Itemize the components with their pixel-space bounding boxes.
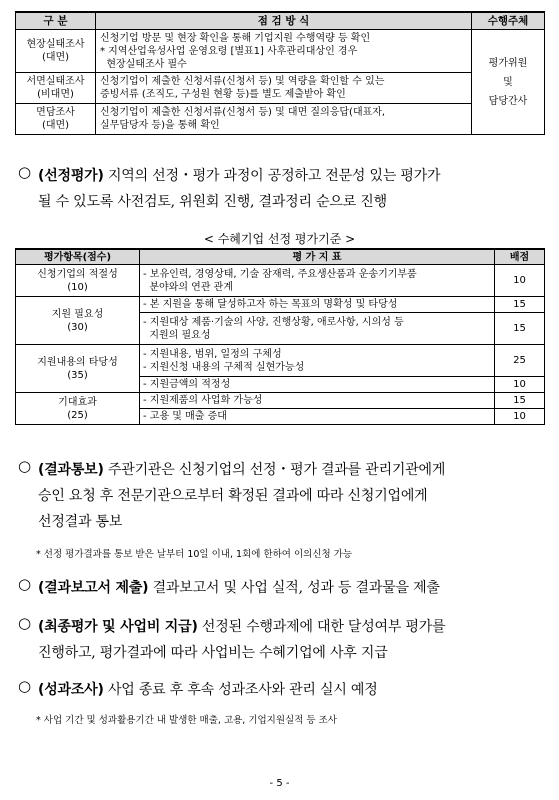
para-text: 지역의 선정・평가 과정이 공정하고 전문성 있는 평가가 될 수 있도록 사전검토, 위원회 진행, 결과정리 순으로 진행 [38, 168, 441, 210]
criteria-score: 25 [495, 345, 545, 377]
criteria-item: 지원 필요성 (30) [16, 297, 140, 345]
selection-paragraph [18, 163, 544, 215]
para-text: 사업 종료 후 후속 성과조사와 관리 실시 예정 [103, 682, 378, 698]
selection-criteria-table [15, 248, 545, 425]
circle-bullet-icon: ○ [18, 614, 32, 632]
header-method: 점 검 방 식 [96, 12, 472, 30]
para-text: 결과보고서 및 사업 실적, 성과 등 결과물을 제출 [148, 580, 440, 596]
para-title: (최종평가 및 사업비 지급) [38, 619, 198, 635]
row-type: 현장실태조사 (대면) [16, 30, 96, 73]
inspection-method-table [15, 11, 545, 135]
table-caption: < 수혜기업 선정 평가기준 > [203, 232, 356, 246]
result-paragraph [18, 457, 544, 535]
table-row [16, 297, 545, 313]
header-category: 구 분 [16, 12, 96, 30]
para-title: (결과보고서 제출) [38, 580, 149, 596]
circle-bullet-icon: ○ [18, 677, 32, 695]
criteria-item: 지원내용의 타당성 (35) [16, 345, 140, 393]
row-method: 신청기업이 제출한 신청서류(신청서 등) 및 대면 질의응답(대표자, 실무담당자 등)을 통해 확인 [96, 104, 472, 135]
report-paragraph [18, 575, 544, 601]
table-row [16, 104, 545, 135]
criteria-score: 10 [495, 265, 545, 297]
criteria-score: 15 [495, 297, 545, 313]
criteria-score: 15 [495, 393, 545, 409]
page-number: - 5 - [269, 778, 290, 789]
table-row [16, 345, 545, 377]
criteria-indicator: - 지원제품의 사업화 가능성 [140, 393, 495, 409]
row-method: 신청기업 방문 및 현장 확인을 통해 기업지원 수행역량 등 확인 * 지역산업육성사업 운영요령 [별표1] 사후관리대상인 경우 현장실태조사 필수 [96, 30, 472, 73]
table-header-row [16, 249, 545, 265]
para-title: (선정평가) [38, 168, 104, 184]
table-row [16, 265, 545, 297]
table-row [16, 30, 545, 73]
criteria-score: 15 [495, 313, 545, 345]
row-type: 면담조사 (대면) [16, 104, 96, 135]
criteria-indicator: - 지원내용, 범위, 일정의 구체성 - 지원신청 내용의 구체적 실현가능성 [140, 345, 495, 377]
row-type: 서면실태조사 (비대면) [16, 73, 96, 104]
result-note: * 선정 평가결과를 통보 받은 날부터 10일 이내, 1회에 한하여 이의신청 가능 [36, 549, 353, 560]
circle-bullet-icon: ○ [18, 457, 32, 475]
header-item: 평가항목(점수) [16, 249, 140, 265]
criteria-indicator: - 고용 및 매출 증대 [140, 409, 495, 425]
criteria-score: 10 [495, 409, 545, 425]
criteria-indicator: - 본 지원을 통해 달성하고자 하는 목표의 명확성 및 타당성 [140, 297, 495, 313]
para-text: 선정된 수행과제에 대한 달성여부 평가를 진행하고, 평가결과에 따라 사업비는 수혜기업에 사후 지급 [38, 619, 446, 661]
criteria-item: 기대효과 (25) [16, 393, 140, 425]
performer-cell: 평가위원 및 담당간사 [472, 30, 545, 135]
header-score: 배점 [495, 249, 545, 265]
criteria-item: 신청기업의 적절성 (10) [16, 265, 140, 297]
header-performer: 수행주체 [472, 12, 545, 30]
row-method: 신청기업이 제출한 신청서류(신청서 등) 및 역량을 확인할 수 있는 증빙서류 (조직도, 구성원 현황 등)를 별도 제출받아 확인 [96, 73, 472, 104]
criteria-score: 10 [495, 377, 545, 393]
survey-paragraph [18, 677, 544, 703]
para-text: 주관기관은 신청기업의 선정・평가 결과를 관리기관에게 승인 요청 후 전문기관으로부터 확정된 결과에 따라 신청기업에게 선정결과 통보 [38, 462, 446, 530]
para-title: (성과조사) [38, 682, 104, 698]
table-row [16, 73, 545, 104]
circle-bullet-icon: ○ [18, 575, 32, 593]
final-evaluation-paragraph [18, 614, 544, 666]
criteria-indicator: - 지원대상 제품·기술의 사양, 진행상황, 애로사항, 시의성 등 지원의 필요성 [140, 313, 495, 345]
table-row [16, 393, 545, 409]
table-header-row [16, 12, 545, 30]
header-indicator: 평 가 지 표 [140, 249, 495, 265]
para-title: (결과통보) [38, 462, 104, 478]
circle-bullet-icon: ○ [18, 163, 32, 181]
survey-note: * 사업 기간 및 성과활용기간 내 발생한 매출, 고용, 기업지원실적 등 조사 [36, 715, 337, 726]
criteria-indicator: - 보유인력, 경영상태, 기술 잠재력, 주요생산품과 운송기기부품 분야와의 연관 관계 [140, 265, 495, 297]
criteria-indicator: - 지원금액의 적정성 [140, 377, 495, 393]
